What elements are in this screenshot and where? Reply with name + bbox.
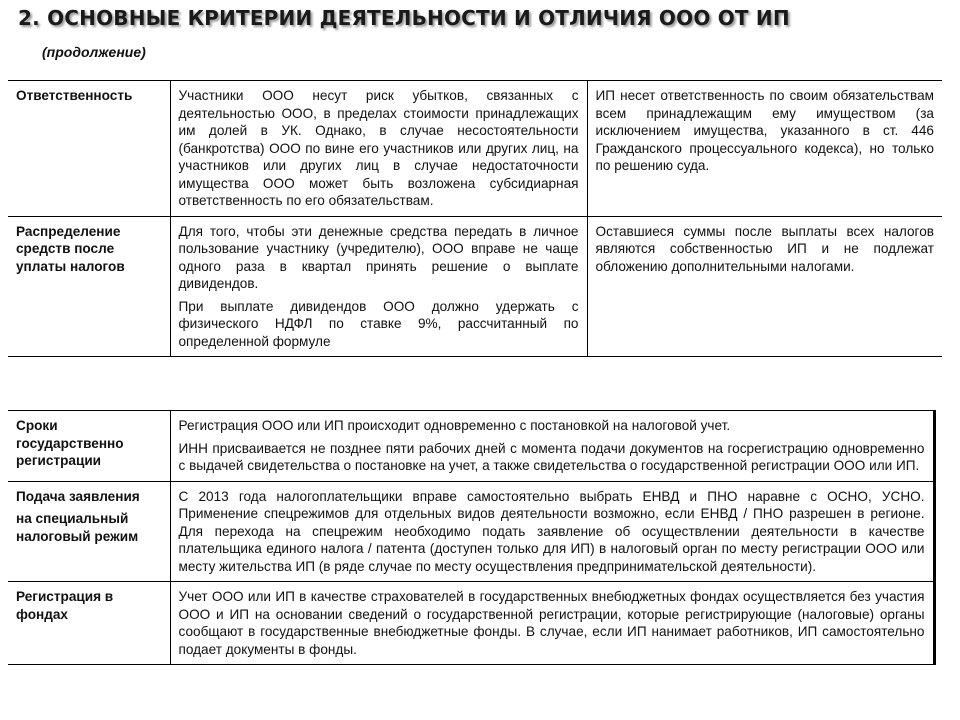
cell-paragraph: Для того, чтобы эти денежные средства передать в личное пользование участнику (учредителю), ООО вправе не чаще одного раза в квартал принять решение о выплате дивидендов. (178, 223, 579, 291)
cell-paragraph: ИНН присваивается не позднее пяти рабочих дней с момента подачи документов на госрегистрацию одновременно с выдачей свидетельства о постановке на учет, а также свидетельства о государственной регистрации ООО или ИП. (178, 440, 925, 473)
ooo-cell (170, 81, 587, 217)
row-header-text: Сроки государственно регистрации (16, 418, 124, 468)
table-row (8, 216, 942, 357)
row-header-text: на специальный налоговый режим (16, 511, 139, 544)
text-cell (170, 582, 934, 665)
row-header (8, 411, 170, 482)
page-title: 2. ОСНОВНЫЕ КРИТЕРИИ ДЕЯТЕЛЬНОСТИ И ОТЛИЧИЯ ООО ОТ ИП (18, 6, 790, 30)
table-row (8, 411, 934, 482)
row-header: Распределение средств после уплаты налогов (8, 216, 170, 357)
table-row (8, 81, 942, 217)
ip-cell (587, 81, 942, 217)
cell-paragraph: С 2013 года налогоплательщики вправе самостоятельно выбрать ЕНВД и ПНО наравне с ОСНО, УСНО. Применение спецрежимов для отдельных видов деятельности возможно, если ЕНВД / ПНО разрешен в регионе. Для перехода на спецрежим необходимо подать заявление об осуществлении деятельности в качестве плательщика единого налога / патента (доступен только для ИП) в налоговый орган по месту регистрации ООО или месту жительства ИП (в ряде случае по месту осуществления предпринимательской деятельности). (178, 488, 925, 574)
row-header-text: Подача заявления (16, 488, 140, 504)
comparison-table (8, 80, 942, 357)
row-header (8, 481, 170, 582)
cell-paragraph: Участники ООО несут риск убытков, связанных с деятельностью ООО, в пределах стоимости принадлежащих им долей в УК. Однако, в случае несостоятельности (банкротства) ООО по вине его участников или других лиц, на участников или других лиц в случае недостаточности имущества ООО может быть возложена субсидиарная ответственность по его обязательствам. (178, 88, 579, 208)
table-row (8, 481, 934, 582)
ooo-cell (170, 216, 587, 357)
row-header-text: Регистрация в фондах (16, 589, 114, 622)
row-header: Ответственность (16, 88, 133, 103)
cell-paragraph: Регистрация ООО или ИП происходит одновременно с постановкой на налоговой учет. (178, 418, 731, 433)
text-cell (170, 481, 934, 582)
cell-paragraph: ИП несет ответственность по своим обязательствам всем принадлежащим ему имуществом (за исключением имущества, указанного в ст. 446 Гражданского процессуального кодекса), но только по решению суда. (595, 88, 934, 173)
row-header (8, 582, 170, 665)
page-subtitle: (продолжение) (42, 44, 146, 60)
cell-paragraph: Оставшиеся суммы после выплаты всех налогов являются собственностью ИП и не подлежат обложению дополнительными налогами. (595, 223, 934, 274)
registration-table (8, 410, 936, 665)
text-cell (170, 411, 934, 482)
cell-paragraph: При выплате дивидендов ООО должно удержать с физического НДФЛ по ставке 9%, рассчитанный по определенной формуле (178, 298, 579, 349)
ip-cell (587, 216, 942, 357)
table-row (8, 582, 934, 665)
cell-paragraph: Учет ООО или ИП в качестве страхователей в государственных внебюджетных фондах осуществляется без участия ООО и ИП на основании сведений о государственной регистрации, которые регистрирующие (налоговые) органы сообщают в государственные внебюджетные фонды. В случае, если ИП нанимает работников, ИП самостоятельно подает документы в фонды. (178, 589, 925, 657)
